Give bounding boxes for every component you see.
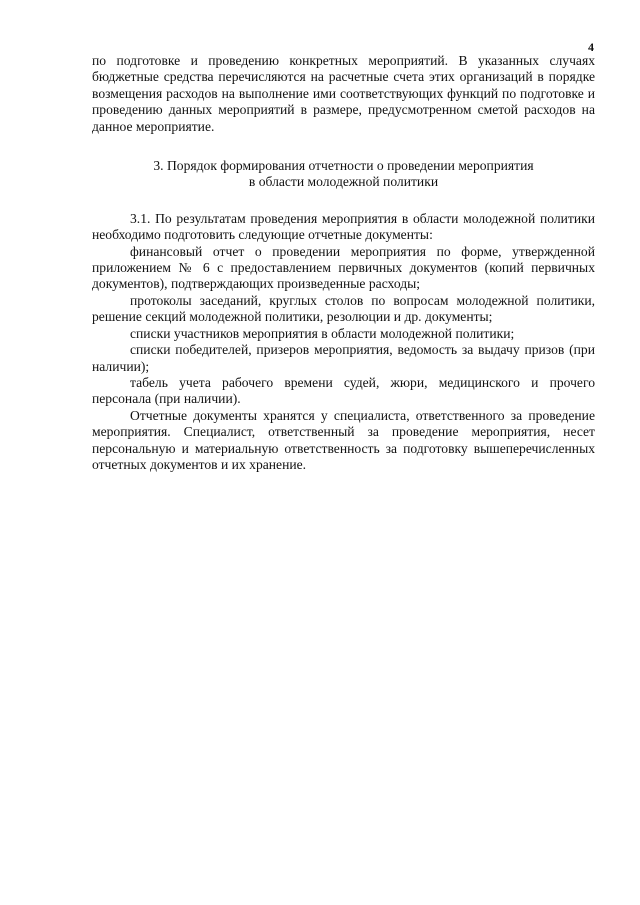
list-item-protocols: протоколы заседаний, круглых столов по вопросам молодежной политики, решение секций молодежной политики, резолюции и др. документы; xyxy=(92,292,595,325)
storage-paragraph: Отчетные документы хранятся у специалиста, ответственного за проведение мероприятия. Специалист, ответственный за проведение мероприятия, несет персональную и материальную ответственность за подготовку вышеперечисленных отчетных документов и их хранение. xyxy=(92,407,595,472)
section-heading-line-1: 3. Порядок формирования отчетности о проведении мероприятия xyxy=(153,158,534,174)
list-item-winners: списки победителей, призеров мероприятия, ведомость за выдачу призов (при наличии); xyxy=(92,342,595,374)
document-body xyxy=(92,53,595,473)
list-item-participants: списки участников мероприятия в области молодежной политики; xyxy=(130,325,515,341)
section-heading xyxy=(92,158,595,191)
section-heading-line-2: в области молодежной политики xyxy=(248,174,439,190)
intro-paragraph: по подготовке и проведению конкретных мероприятий. В указанных случаях бюджетные средства перечисляются на расчетные счета этих организаций в порядке возмещения расходов на выполнение ими соответствующих функций по подготовке и проведению данных мероприятий в размере, предусмотренном сметой расходов на данное мероприятие. xyxy=(92,53,595,134)
list-item-financial-report: финансовый отчет о проведении мероприятия по форме, утвержденной приложением № 6 с предоставлением первичных документов (копий первичных документов), подтверждающих произведенные расходы; xyxy=(92,243,595,292)
page-number: 4 xyxy=(588,40,594,54)
list-item-timesheet: табель учета рабочего времени судей, жюри, медицинского и прочего персонала (при наличии). xyxy=(92,374,595,407)
paragraph-3-1: 3.1. По результатам проведения мероприятия в области молодежной политики необходимо подготовить следующие отчетные документы: xyxy=(92,210,595,243)
